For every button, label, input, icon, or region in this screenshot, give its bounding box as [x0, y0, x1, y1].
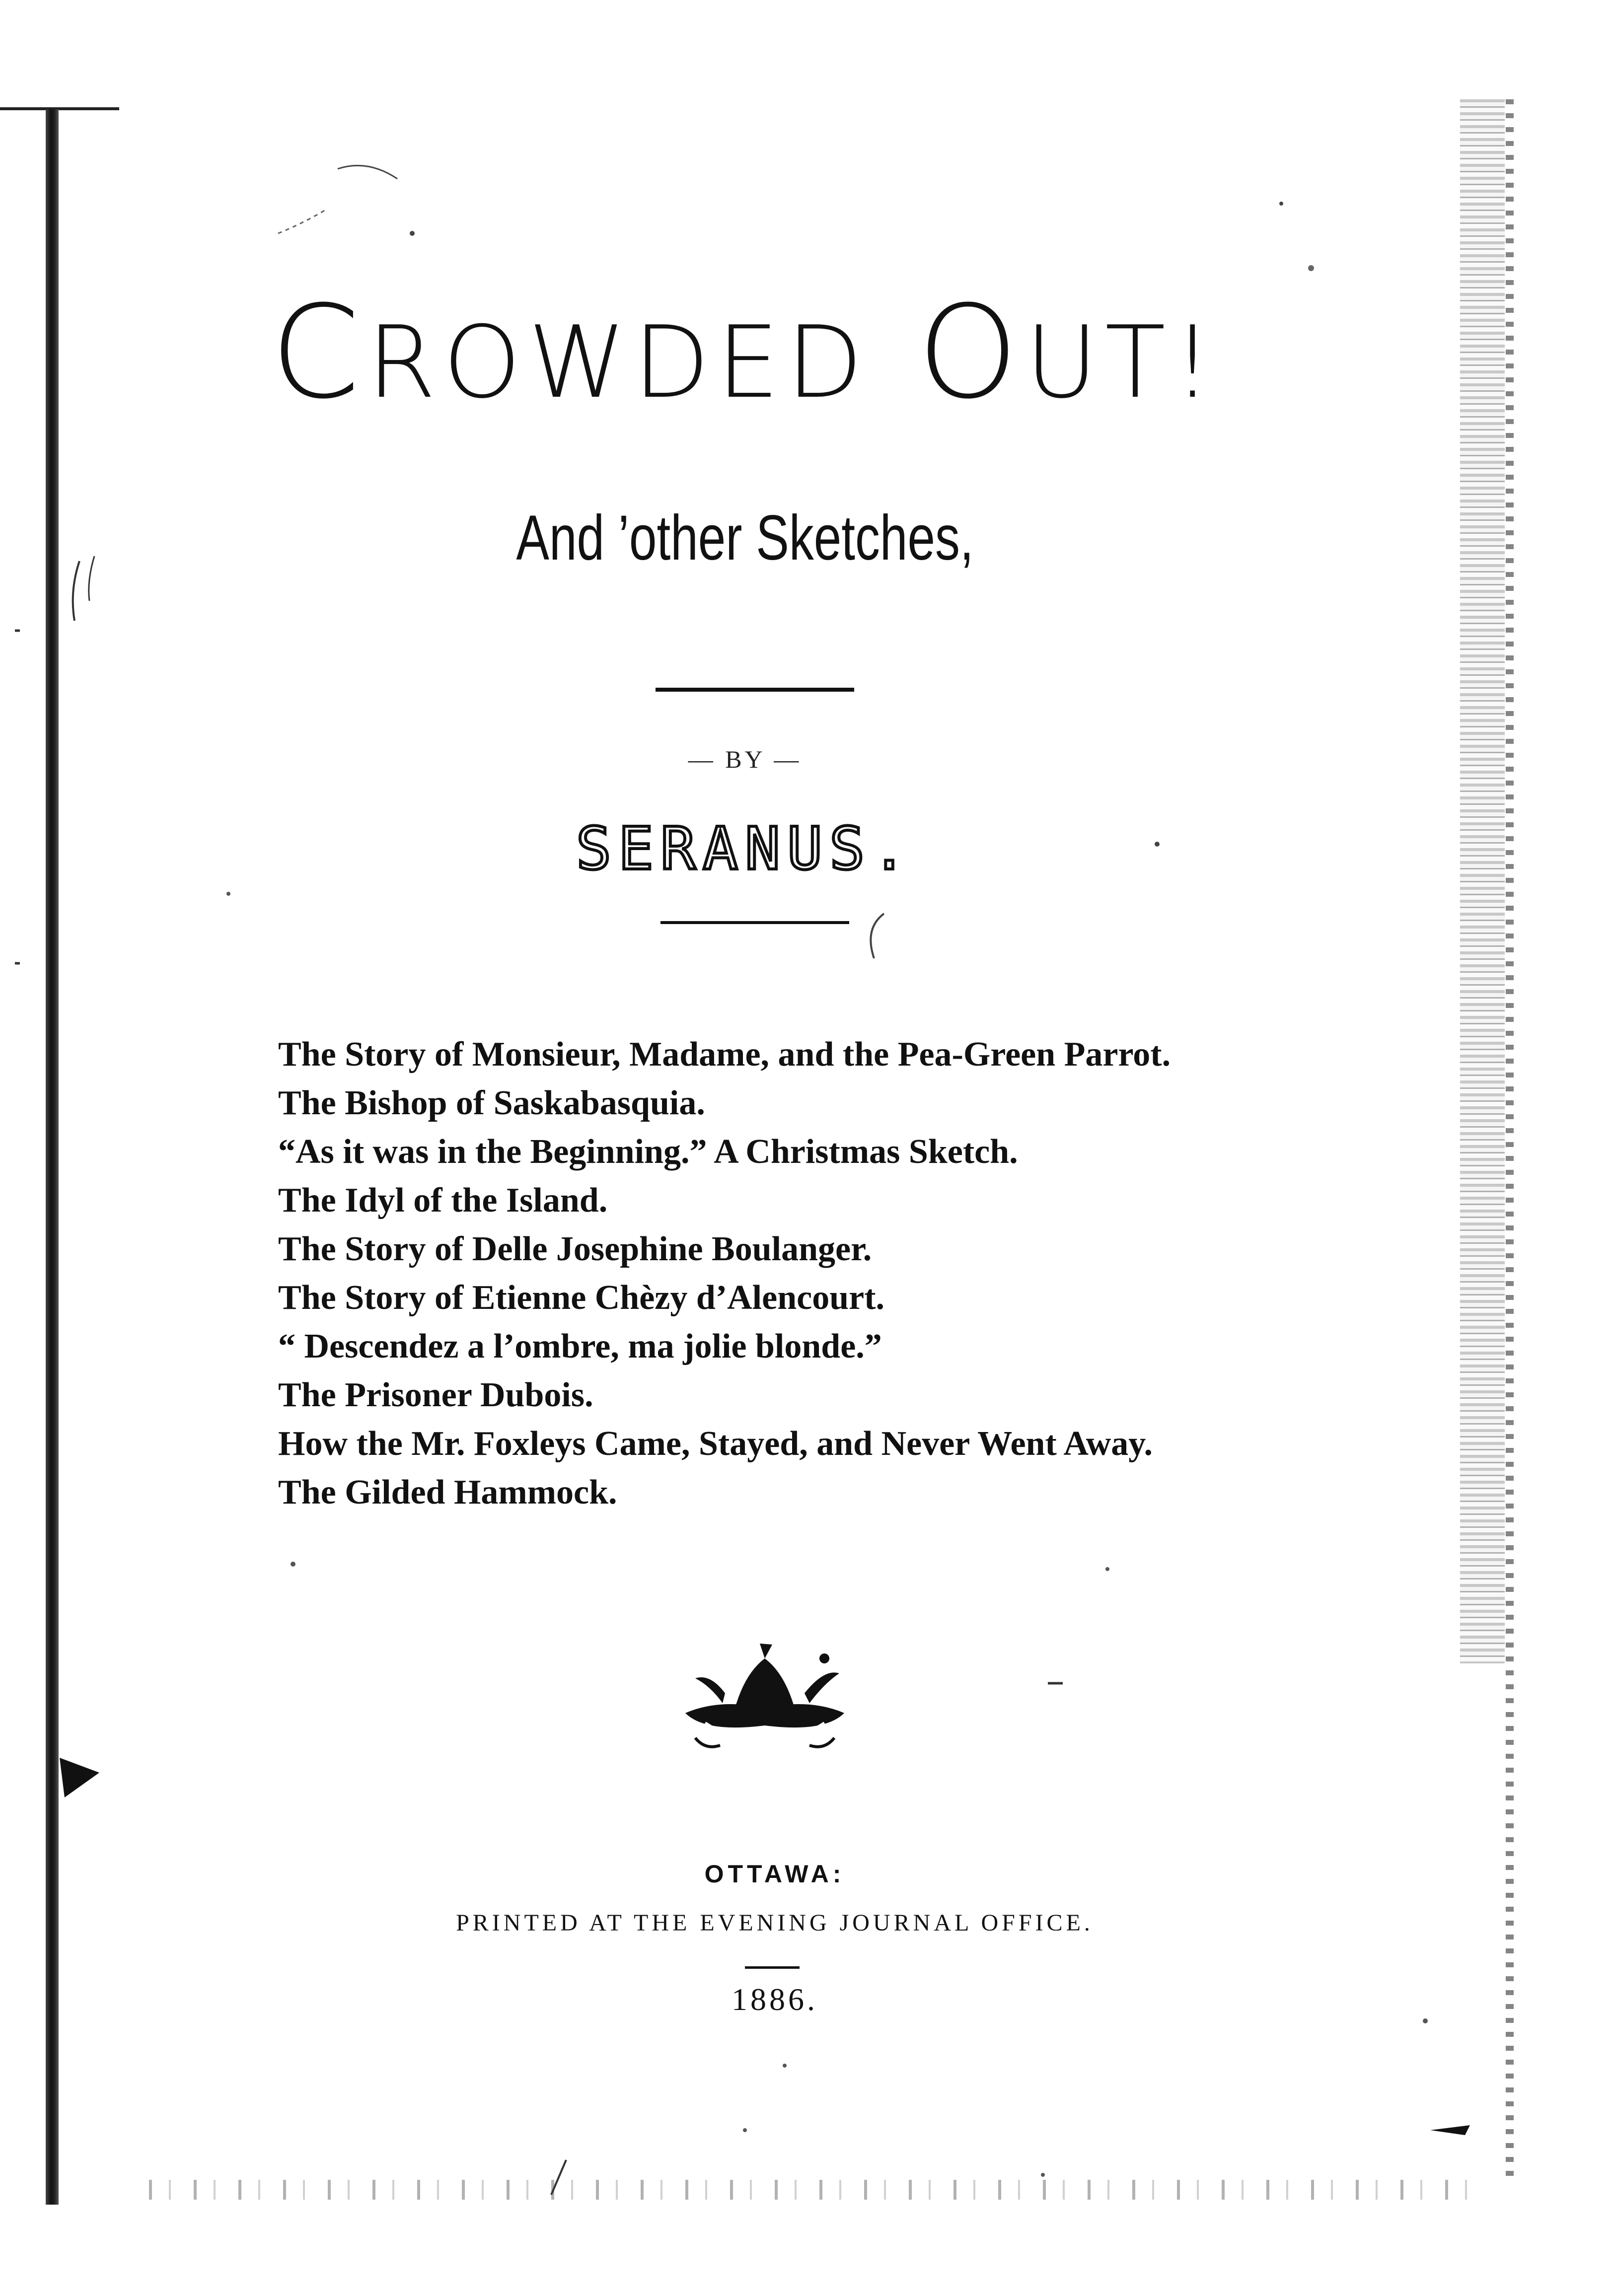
- contents-list: [278, 1030, 1171, 1517]
- imprint-city: OTTAWA:: [704, 1860, 845, 1888]
- contents-item: The Gilded Hammock.: [278, 1473, 617, 1511]
- contents-item: “ Descendez a l’ombre, ma jolie blonde.”: [278, 1327, 882, 1365]
- contents-item: The Story of Delle Josephine Boulanger.: [278, 1230, 872, 1268]
- title-word-ut: UT!: [1025, 305, 1220, 421]
- contents-item: “As it was in the Beginning.” A Christmas Sketch.: [278, 1133, 1018, 1171]
- contents-item: The Idyl of the Island.: [278, 1181, 608, 1220]
- contents-item: The Story of Etienne Chèzy d’Alencourt.: [278, 1279, 885, 1317]
- author-name: SERANUS.: [576, 814, 914, 883]
- author-divider-rule: [660, 921, 849, 924]
- imprint-printer: PRINTED AT THE EVENING JOURNAL OFFICE.: [456, 1910, 1094, 1936]
- contents-item: The Story of Monsieur, Madame, and the Pea-Green Parrot.: [278, 1035, 1171, 1074]
- contents-item: How the Mr. Foxleys Came, Stayed, and Never Went Away.: [278, 1425, 1153, 1463]
- subtitle: And ’other Sketches,: [516, 502, 974, 574]
- title-initial-c: C: [270, 278, 367, 427]
- imprint-divider-rule: [745, 1966, 800, 1969]
- byline-label: — BY —: [688, 745, 802, 773]
- title-initial-o: O: [917, 278, 1026, 427]
- imprint-year: 1886.: [732, 1982, 818, 2017]
- contents-item: The Prisoner Dubois.: [278, 1376, 593, 1414]
- title-word-rowded: ROWDED: [366, 305, 870, 421]
- contents-item: The Bishop of Saskabasquia.: [278, 1084, 705, 1122]
- book-title: [0, 278, 1490, 427]
- title-divider-rule: [656, 688, 854, 692]
- floral-ornament-icon: [675, 1639, 854, 1753]
